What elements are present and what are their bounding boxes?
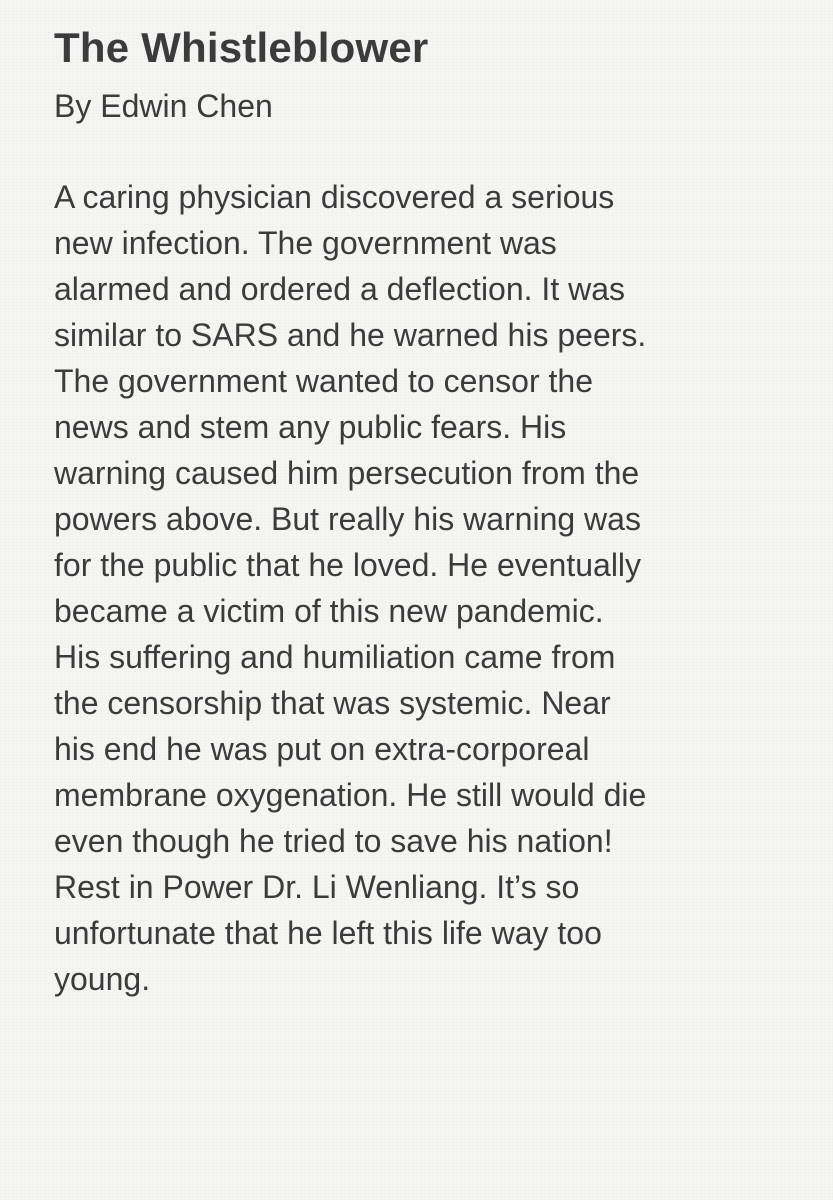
body-line: His suffering and humiliation came from [54, 639, 616, 675]
body-line: even though he tried to save his nation! [54, 823, 613, 859]
body-line: became a victim of this new pandemic. [54, 593, 604, 629]
body-line: for the public that he loved. He eventually [54, 547, 642, 583]
body-line: news and stem any public fears. His [54, 409, 567, 445]
note-byline: By Edwin Chen [54, 88, 273, 124]
body-line: Rest in Power Dr. Li Wenliang. It’s so [54, 869, 580, 905]
body-line: his end he was put on extra-corporeal [54, 731, 590, 767]
body-line: unfortunate that he left this life way too [54, 915, 602, 951]
body-line: The government wanted to censor the [54, 363, 593, 399]
body-line: similar to SARS and he warned his peers. [54, 317, 647, 353]
note-body [54, 174, 793, 1002]
body-line: membrane oxygenation. He still would die [54, 777, 647, 813]
body-line: powers above. But really his warning was [54, 501, 641, 537]
body-line: new infection. The government was [54, 225, 557, 261]
body-line: warning caused him persecution from the [54, 455, 640, 491]
body-line: young. [54, 961, 151, 997]
note-title: The Whistleblower [54, 24, 429, 71]
body-line: the censorship that was systemic. Near [54, 685, 611, 721]
body-line: A caring physician discovered a serious [54, 179, 615, 215]
body-line: alarmed and ordered a deflection. It was [54, 271, 625, 307]
